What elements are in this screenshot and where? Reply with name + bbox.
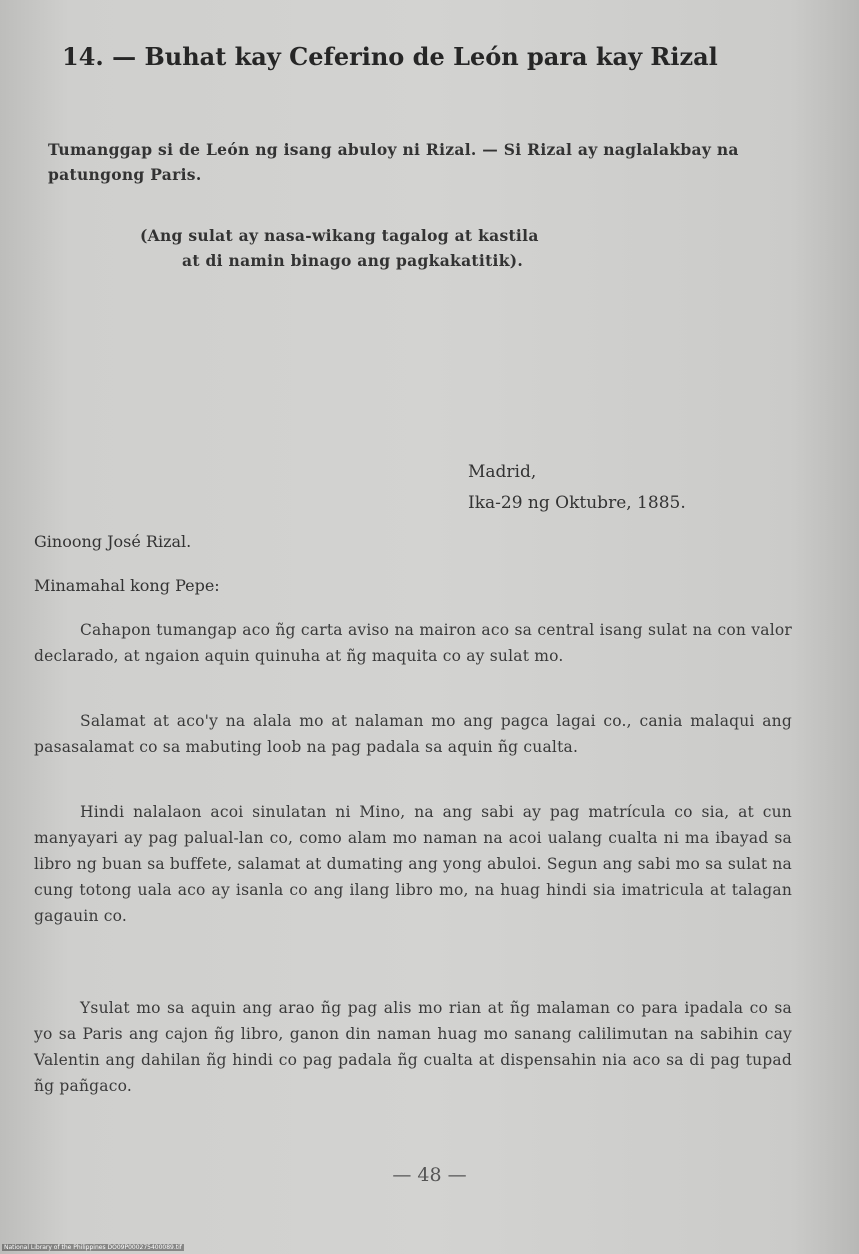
letter-addressee: Ginoong José Rizal. [34,532,192,551]
paragraph-text: Salamat at aco'y na alala mo at nalaman mo ang pagca lagai co., cania malaqui ang pasasalamat co sa mabuting loob na pag padala sa aquin ñg cualta. [34,712,792,756]
letter-summary: Tumanggap si de León ng isang abuloy ni Rizal. — Si Rizal ay naglalakbay na patungong Paris. [48,140,739,184]
language-note-line-2: at di namin binago ang pagkakatitik). [182,251,524,270]
language-note [140,223,700,273]
letter-title: 14. — Buhat kay Ceferino de León para kay Rizal [62,42,718,71]
letter-paragraph-3 [34,799,792,929]
letter-place: Madrid, [468,462,537,482]
letter-date: Ika-29 ng Oktubre, 1885. [468,493,686,513]
source-footer: National Library of the Philippines DO09P000275400089.tif [4,1244,182,1251]
letter-paragraph-2 [34,708,792,760]
language-note-line-1: (Ang sulat ay nasa-wikang tagalog at kastila [140,226,539,245]
letter-dateline [468,457,686,519]
paragraph-text: Ysulat mo sa aquin ang arao ñg pag alis mo rian at ñg malaman co para ipadala co sa yo sa Paris ang cajon ñg libro, ganon din naman huag mo sanang calilimutan na sabihin cay Valentin ang dahilan ñg hindi co pag padala ñg cualta at dispensahin nia aco sa di pag tupad ñg pañgaco. [34,999,792,1095]
paragraph-text: Hindi nalalaon acoi sinulatan ni Mino, na ang sabi ay pag matrícula co sia, at cun manyayari ay pag palual-lan co, como alam mo naman na acoi ualang cualta ni ma ibayad sa libro ng buan sa buffete, salamat at dumating ang yong abuloi. Segun ang sabi mo sa sulat na cung totong uala aco ay isanla co ang ilang libro mo, na huag hindi sia imatricula at talagan gagauin co. [34,803,792,925]
letter-paragraph-1 [34,617,792,669]
paragraph-text: Cahapon tumangap aco ñg carta aviso na mairon aco sa central isang sulat na con valor declarado, at ngaion aquin quinuha at ñg maquita co ay sulat mo. [34,621,792,665]
page-number: — 48 — [392,1164,467,1186]
letter-salutation: Minamahal kong Pepe: [34,576,220,595]
letter-paragraph-4 [34,995,792,1099]
